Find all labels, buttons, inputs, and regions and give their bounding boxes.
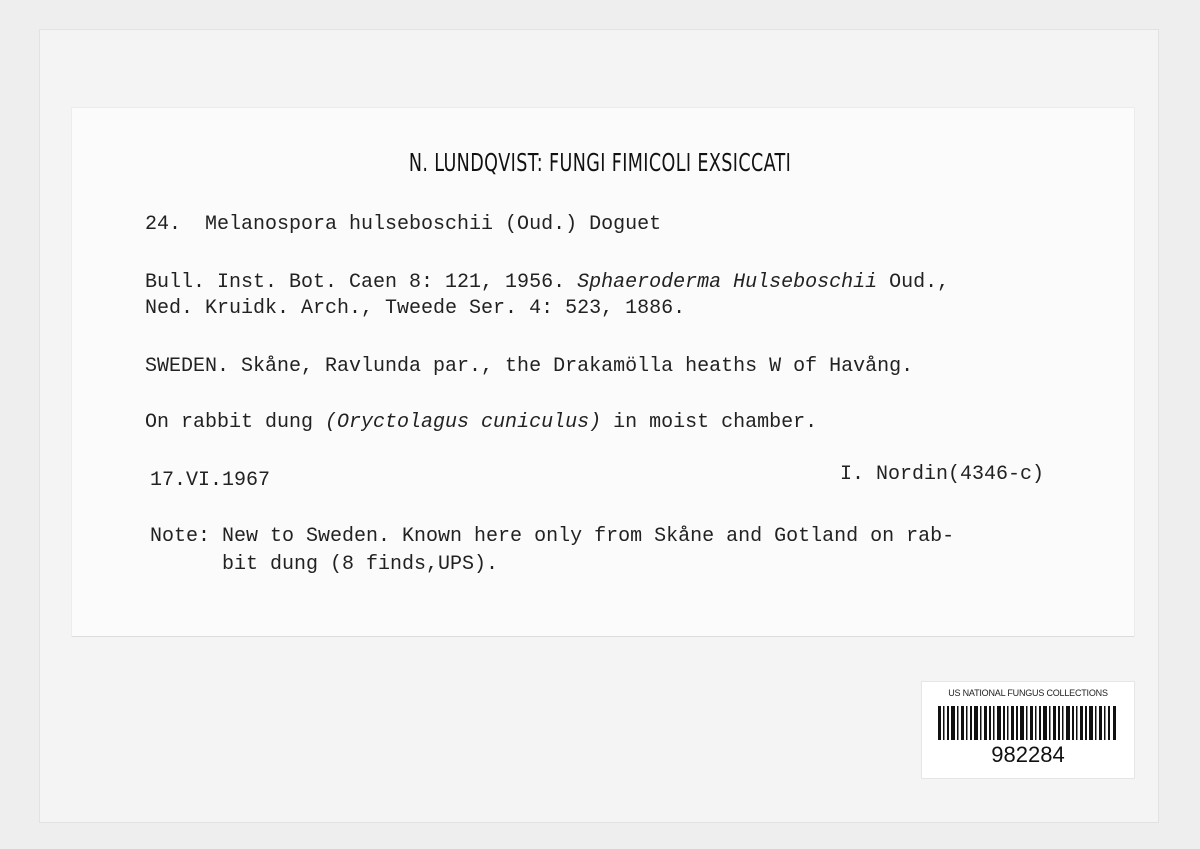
host-name: (Oryctolagus cuniculus) [325,411,602,434]
note-line-2: bit dung (8 finds,UPS). [150,553,499,576]
basionym-author: Oud., [877,271,950,294]
note-line-1: Note: New to Sweden. Known here only from Skåne and Gotland on rab- [150,525,955,548]
barcode-caption: US NATIONAL FUNGUS COLLECTIONS [948,688,1108,698]
reference-line-2: Ned. Kruidk. Arch., Tweede Ser. 4: 523, 1886. [145,297,686,320]
barcode-number: 982284 [991,742,1065,767]
substrate-text: On rabbit dung [145,411,326,434]
substrate [145,408,817,438]
barcode-bars [938,706,1118,740]
collection-date: 17.VI.1967 [150,469,271,492]
collector: I. Nordin(4346-c) [840,463,1045,486]
basionym-name: Sphaeroderma Hulseboschii [577,271,878,294]
label-title: N. LUNDQVIST: FUNGI FIMICOLI EXSICCATI [408,148,792,177]
locality: SWEDEN. Skåne, Ravlunda par., the Drakamölla heaths W of Havång. [145,355,914,378]
species-name: 24. Melanospora hulseboschii (Oud.) Doguet [145,213,662,236]
reference-text: Bull. Inst. Bot. Caen 8: 121, 1956. [145,271,578,294]
substrate-tail: in moist chamber. [601,411,818,434]
barcode-sticker [922,682,1134,778]
